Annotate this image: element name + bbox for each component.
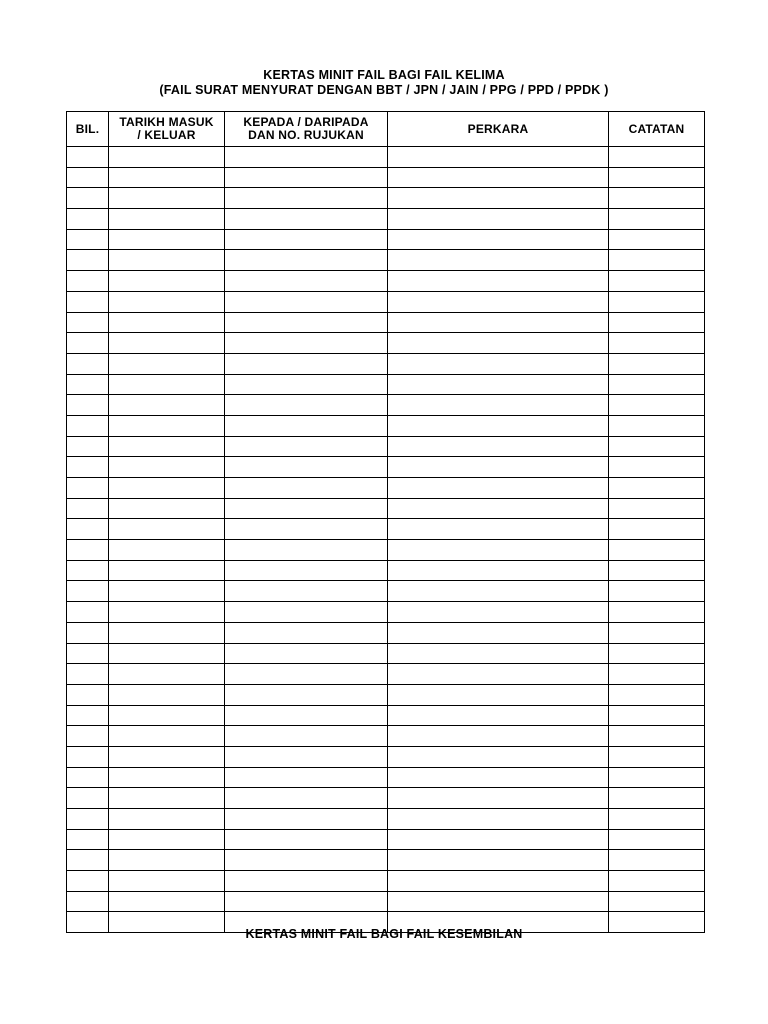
cell-tarikh [109,643,225,664]
cell-perkara [388,353,609,374]
cell-tarikh [109,829,225,850]
cell-bil [67,147,109,168]
cell-kepada [225,643,388,664]
cell-kepada [225,767,388,788]
cell-perkara [388,229,609,250]
cell-tarikh [109,809,225,830]
cell-kepada [225,415,388,436]
cell-kepada [225,167,388,188]
cell-bil [67,560,109,581]
cell-kepada [225,498,388,519]
cell-perkara [388,188,609,209]
cell-bil [67,705,109,726]
header-kepada-line2: DAN NO. RUJUKAN [248,128,364,142]
table-row [67,209,705,230]
table-row [67,374,705,395]
cell-tarikh [109,540,225,561]
table-row [67,602,705,623]
cell-perkara [388,374,609,395]
document-footer: KERTAS MINIT FAIL BAGI FAIL KESEMBILAN [245,927,523,941]
header-kepada-line1: KEPADA / DARIPADA [243,115,369,129]
cell-tarikh [109,209,225,230]
cell-tarikh [109,229,225,250]
header-kepada [225,112,388,147]
table-row [67,746,705,767]
cell-bil [67,312,109,333]
table-row [67,478,705,499]
table-row [67,891,705,912]
cell-kepada [225,581,388,602]
table-row [67,705,705,726]
cell-bil [67,767,109,788]
cell-tarikh [109,767,225,788]
cell-catatan [609,395,705,416]
cell-catatan [609,891,705,912]
cell-catatan [609,540,705,561]
cell-bil [67,395,109,416]
cell-tarikh [109,850,225,871]
cell-kepada [225,746,388,767]
cell-perkara [388,436,609,457]
table-row [67,333,705,354]
cell-kepada [225,622,388,643]
cell-tarikh [109,395,225,416]
table-row [67,519,705,540]
cell-tarikh [109,436,225,457]
document-title: KERTAS MINIT FAIL BAGI FAIL KELIMA [263,68,505,82]
header-tarikh-line1: TARIKH MASUK [119,115,214,129]
table-row [67,167,705,188]
cell-tarikh [109,415,225,436]
cell-tarikh [109,271,225,292]
table-row [67,540,705,561]
cell-kepada [225,664,388,685]
cell-kepada [225,250,388,271]
cell-bil [67,684,109,705]
cell-kepada [225,540,388,561]
cell-tarikh [109,250,225,271]
cell-kepada [225,602,388,623]
header-tarikh [109,112,225,147]
cell-perkara [388,312,609,333]
cell-perkara [388,581,609,602]
cell-tarikh [109,705,225,726]
cell-tarikh [109,167,225,188]
cell-catatan [609,809,705,830]
cell-tarikh [109,746,225,767]
cell-perkara [388,478,609,499]
cell-bil [67,664,109,685]
cell-kepada [225,705,388,726]
table-row [67,312,705,333]
table-row [67,353,705,374]
cell-bil [67,829,109,850]
cell-perkara [388,726,609,747]
table-row [67,291,705,312]
cell-catatan [609,705,705,726]
cell-tarikh [109,333,225,354]
cell-tarikh [109,684,225,705]
cell-kepada [225,229,388,250]
cell-bil [67,353,109,374]
cell-bil [67,540,109,561]
cell-tarikh [109,291,225,312]
cell-kepada [225,353,388,374]
cell-catatan [609,767,705,788]
cell-perkara [388,209,609,230]
table-row [67,726,705,747]
header-catatan-label: CATATAN [628,121,685,136]
cell-catatan [609,271,705,292]
cell-bil [67,415,109,436]
cell-kepada [225,312,388,333]
table-row [67,436,705,457]
cell-catatan [609,850,705,871]
cell-kepada [225,850,388,871]
cell-catatan [609,519,705,540]
cell-catatan [609,147,705,168]
cell-tarikh [109,188,225,209]
cell-bil [67,291,109,312]
cell-tarikh [109,498,225,519]
cell-kepada [225,809,388,830]
cell-kepada [225,478,388,499]
table-row [67,809,705,830]
table-header-row [67,112,705,147]
cell-perkara [388,850,609,871]
cell-catatan [609,746,705,767]
table-row [67,664,705,685]
cell-tarikh [109,560,225,581]
cell-catatan [609,684,705,705]
cell-bil [67,622,109,643]
table-row [67,581,705,602]
header-bil-label: BIL. [75,121,100,136]
table-row [67,415,705,436]
cell-bil [67,788,109,809]
cell-perkara [388,643,609,664]
table-row [67,560,705,581]
cell-perkara [388,291,609,312]
cell-bil [67,581,109,602]
minute-table [66,111,705,933]
cell-tarikh [109,374,225,395]
cell-perkara [388,167,609,188]
cell-perkara [388,333,609,354]
cell-bil [67,871,109,892]
cell-bil [67,498,109,519]
cell-bil [67,333,109,354]
cell-catatan [609,622,705,643]
cell-catatan [609,333,705,354]
cell-catatan [609,415,705,436]
cell-bil [67,891,109,912]
cell-catatan [609,312,705,333]
table-row [67,188,705,209]
cell-catatan [609,229,705,250]
cell-perkara [388,271,609,292]
cell-kepada [225,788,388,809]
cell-kepada [225,147,388,168]
cell-kepada [225,436,388,457]
cell-bil [67,271,109,292]
cell-perkara [388,457,609,478]
cell-kepada [225,457,388,478]
cell-perkara [388,809,609,830]
cell-perkara [388,395,609,416]
cell-catatan [609,871,705,892]
cell-bil [67,809,109,830]
cell-kepada [225,871,388,892]
cell-bil [67,519,109,540]
cell-perkara [388,498,609,519]
cell-perkara [388,788,609,809]
cell-catatan [609,498,705,519]
cell-bil [67,726,109,747]
cell-bil [67,602,109,623]
cell-catatan [609,188,705,209]
cell-bil [67,188,109,209]
cell-catatan [609,374,705,395]
cell-perkara [388,871,609,892]
cell-bil [67,746,109,767]
cell-catatan [609,250,705,271]
header-perkara [388,112,609,147]
cell-perkara [388,705,609,726]
cell-tarikh [109,664,225,685]
table-row [67,788,705,809]
cell-tarikh [109,478,225,499]
cell-bil [67,209,109,230]
cell-catatan [609,291,705,312]
cell-catatan [609,602,705,623]
cell-kepada [225,829,388,850]
cell-catatan [609,457,705,478]
cell-kepada [225,209,388,230]
cell-catatan [609,436,705,457]
table-row [67,643,705,664]
cell-bil [67,643,109,664]
cell-bil [67,436,109,457]
cell-catatan [609,581,705,602]
cell-catatan [609,353,705,374]
cell-perkara [388,540,609,561]
cell-kepada [225,291,388,312]
table-row [67,229,705,250]
cell-bil [67,250,109,271]
table-row [67,395,705,416]
cell-catatan [609,560,705,581]
cell-bil [67,457,109,478]
cell-catatan [609,664,705,685]
cell-kepada [225,891,388,912]
cell-perkara [388,664,609,685]
cell-tarikh [109,891,225,912]
cell-catatan [609,788,705,809]
header-tarikh-line2: / KELUAR [137,128,196,142]
cell-tarikh [109,788,225,809]
cell-catatan [609,167,705,188]
cell-perkara [388,250,609,271]
table-row [67,829,705,850]
cell-kepada [225,395,388,416]
table-row [67,457,705,478]
cell-perkara [388,147,609,168]
table-row [67,622,705,643]
cell-tarikh [109,353,225,374]
cell-perkara [388,415,609,436]
table-row [67,684,705,705]
cell-tarikh [109,312,225,333]
cell-perkara [388,829,609,850]
cell-kepada [225,684,388,705]
table-body [67,147,705,933]
table-row [67,767,705,788]
cell-catatan [609,726,705,747]
cell-bil [67,850,109,871]
cell-tarikh [109,147,225,168]
cell-perkara [388,622,609,643]
cell-tarikh [109,871,225,892]
cell-bil [67,167,109,188]
cell-tarikh [109,519,225,540]
cell-perkara [388,560,609,581]
cell-bil [67,374,109,395]
header-perkara-label: PERKARA [467,121,529,136]
cell-perkara [388,684,609,705]
cell-kepada [225,374,388,395]
cell-kepada [225,188,388,209]
cell-perkara [388,746,609,767]
table-row [67,271,705,292]
table-row [67,850,705,871]
table-row [67,498,705,519]
table-row [67,250,705,271]
cell-kepada [225,519,388,540]
cell-tarikh [109,726,225,747]
table-row [67,871,705,892]
cell-kepada [225,333,388,354]
cell-perkara [388,891,609,912]
cell-catatan [609,643,705,664]
cell-perkara [388,519,609,540]
document-header [0,68,768,98]
cell-tarikh [109,622,225,643]
document-subtitle: (FAIL SURAT MENYURAT DENGAN BBT / JPN / JAIN / PPG / PPD / PPDK ) [159,83,609,97]
cell-kepada [225,271,388,292]
header-catatan [609,112,705,147]
header-bil [67,112,109,147]
cell-perkara [388,602,609,623]
cell-bil [67,229,109,250]
cell-kepada [225,560,388,581]
cell-tarikh [109,457,225,478]
cell-perkara [388,767,609,788]
cell-kepada [225,726,388,747]
cell-catatan [609,209,705,230]
cell-bil [67,478,109,499]
cell-catatan [609,478,705,499]
cell-catatan [609,829,705,850]
cell-tarikh [109,581,225,602]
table-row [67,147,705,168]
cell-tarikh [109,602,225,623]
